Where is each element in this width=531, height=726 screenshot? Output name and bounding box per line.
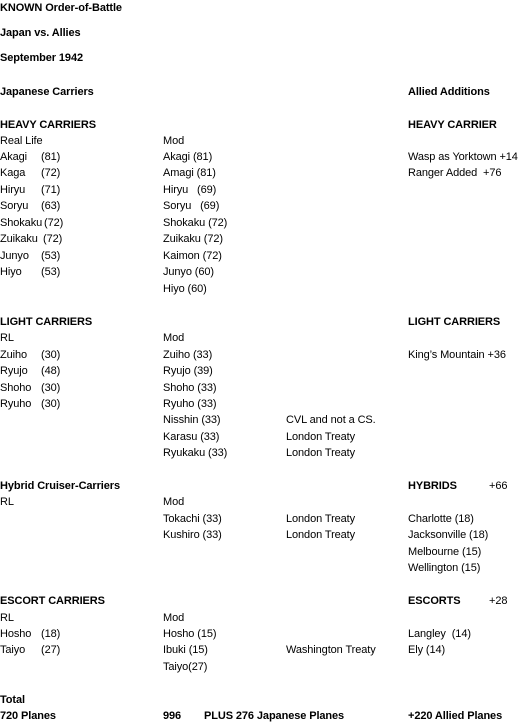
allied-light-entry: King’s Mountain +36 <box>408 349 506 361</box>
escort-real-planes: (18) <box>41 628 61 640</box>
heavy-mod-entry: Hiryu (69) <box>163 184 217 196</box>
light-real-name: Ryujo <box>0 365 28 377</box>
hybrid-note: London Treaty <box>286 513 356 525</box>
heavy-real-name: Soryu <box>0 200 29 212</box>
hybrid-mod-header: Mod <box>163 496 185 508</box>
escort-mod-entry: Ibuki (15) <box>163 644 208 656</box>
escort-real-name: Hosho <box>0 628 32 640</box>
light-real-name: Zuiho <box>0 349 28 361</box>
heavy-mod-header: Mod <box>163 135 185 147</box>
allied-escorts-heading: ESCORTS <box>408 595 461 607</box>
heavy-real-planes: (72) <box>43 233 63 245</box>
total-plus-allied: +220 Allied Planes <box>408 710 503 722</box>
escort-mod-entry: Taiyo(27) <box>163 661 208 673</box>
light-carriers-heading: LIGHT CARRIERS <box>0 316 93 328</box>
heavy-mod-entry: Soryu (69) <box>163 200 220 212</box>
hybrid-mod-entry: Kushiro (33) <box>163 529 222 541</box>
heavy-mod-entry: Hiyo (60) <box>163 283 207 295</box>
light-mod-entry: Ryukaku (33) <box>163 447 228 459</box>
heavy-real-name: Kaga <box>0 167 26 179</box>
allied-hybrids-heading: HYBRIDS <box>408 480 457 492</box>
hybrid-real-header: RL <box>0 496 14 508</box>
heavy-mod-entry: Kaimon (72) <box>163 250 222 262</box>
light-mod-entry: Shoho (33) <box>163 382 217 394</box>
heavy-real-planes: (81) <box>41 151 61 163</box>
heavy-real-planes: (63) <box>41 200 61 212</box>
escort-real-planes: (27) <box>41 644 61 656</box>
heavy-real-name: Shokaku <box>0 217 43 229</box>
heavy-real-planes: (72) <box>44 217 64 229</box>
heavy-real-name: Akagi <box>0 151 28 163</box>
escort-real-header: RL <box>0 612 14 624</box>
light-mod-entry: Nisshin (33) <box>163 414 221 426</box>
light-mod-entry: Karasu (33) <box>163 431 220 443</box>
allied-hybrids-total: +66 <box>489 480 508 492</box>
escort-carriers-heading: ESCORT CARRIERS <box>0 595 105 607</box>
allied-hybrid-entry: Wellington (15) <box>408 562 481 574</box>
allied-heavy-entry: Wasp as Yorktown +14 <box>408 151 518 163</box>
allied-escort-entry: Langley (14) <box>408 628 471 640</box>
light-note: CVL and not a CS. <box>286 414 376 426</box>
document-subtitle: Japan vs. Allies <box>0 27 81 39</box>
allied-hybrid-entry: Jacksonville (18) <box>408 529 489 541</box>
heavy-real-planes: (72) <box>41 167 61 179</box>
heavy-real-planes: (71) <box>41 184 61 196</box>
heavy-carriers-heading: HEAVY CARRIERS <box>0 119 96 131</box>
escort-real-name: Taiyo <box>0 644 26 656</box>
heavy-real-name: Zuikaku <box>0 233 38 245</box>
document-date: September 1942 <box>0 52 83 64</box>
escort-mod-header: Mod <box>163 612 185 624</box>
light-mod-entry: Ryuho (33) <box>163 398 217 410</box>
light-real-name: Ryuho <box>0 398 32 410</box>
heavy-mod-entry: Shokaku (72) <box>163 217 228 229</box>
heavy-real-name: Hiyo <box>0 266 22 278</box>
total-mod-planes: 996 <box>163 710 182 722</box>
heavy-real-planes: (53) <box>41 266 61 278</box>
total-label: Total <box>0 694 25 706</box>
heavy-real-name: Hiryu <box>0 184 26 196</box>
light-real-header: RL <box>0 332 14 344</box>
light-real-planes: (48) <box>41 365 61 377</box>
total-real-planes: 720 Planes <box>0 710 56 722</box>
document-title: KNOWN Order-of-Battle <box>0 2 122 14</box>
allied-heavy-entry: Ranger Added +76 <box>408 167 502 179</box>
light-real-planes: (30) <box>41 382 61 394</box>
light-mod-header: Mod <box>163 332 185 344</box>
heavy-mod-entry: Akagi (81) <box>163 151 213 163</box>
total-plus-japanese: PLUS 276 Japanese Planes <box>204 710 345 722</box>
hybrid-mod-entry: Tokachi (33) <box>163 513 222 525</box>
heavy-real-header: Real Life <box>0 135 43 147</box>
light-mod-entry: Zuiho (33) <box>163 349 213 361</box>
japanese-carriers-heading: Japanese Carriers <box>0 86 94 98</box>
allied-escort-entry: Ely (14) <box>408 644 446 656</box>
light-real-name: Shoho <box>0 382 32 394</box>
heavy-real-name: Junyo <box>0 250 29 262</box>
light-real-planes: (30) <box>41 398 61 410</box>
allied-hybrid-entry: Charlotte (18) <box>408 513 474 525</box>
light-mod-entry: Ryujo (39) <box>163 365 213 377</box>
allied-light-heading: LIGHT CARRIERS <box>408 316 501 328</box>
allied-hybrid-entry: Melbourne (15) <box>408 546 482 558</box>
allied-additions-heading: Allied Additions <box>408 86 490 98</box>
light-real-planes: (30) <box>41 349 61 361</box>
escort-mod-entry: Hosho (15) <box>163 628 217 640</box>
heavy-mod-entry: Junyo (60) <box>163 266 214 278</box>
light-note: London Treaty <box>286 447 356 459</box>
escort-note: Washington Treaty <box>286 644 376 656</box>
heavy-mod-entry: Amagi (81) <box>163 167 216 179</box>
allied-heavy-heading: HEAVY CARRIER <box>408 119 497 131</box>
heavy-mod-entry: Zuikaku (72) <box>163 233 223 245</box>
light-note: London Treaty <box>286 431 356 443</box>
hybrid-carriers-heading: Hybrid Cruiser-Carriers <box>0 480 120 492</box>
allied-escorts-total: +28 <box>489 595 508 607</box>
heavy-real-planes: (53) <box>41 250 61 262</box>
hybrid-note: London Treaty <box>286 529 356 541</box>
